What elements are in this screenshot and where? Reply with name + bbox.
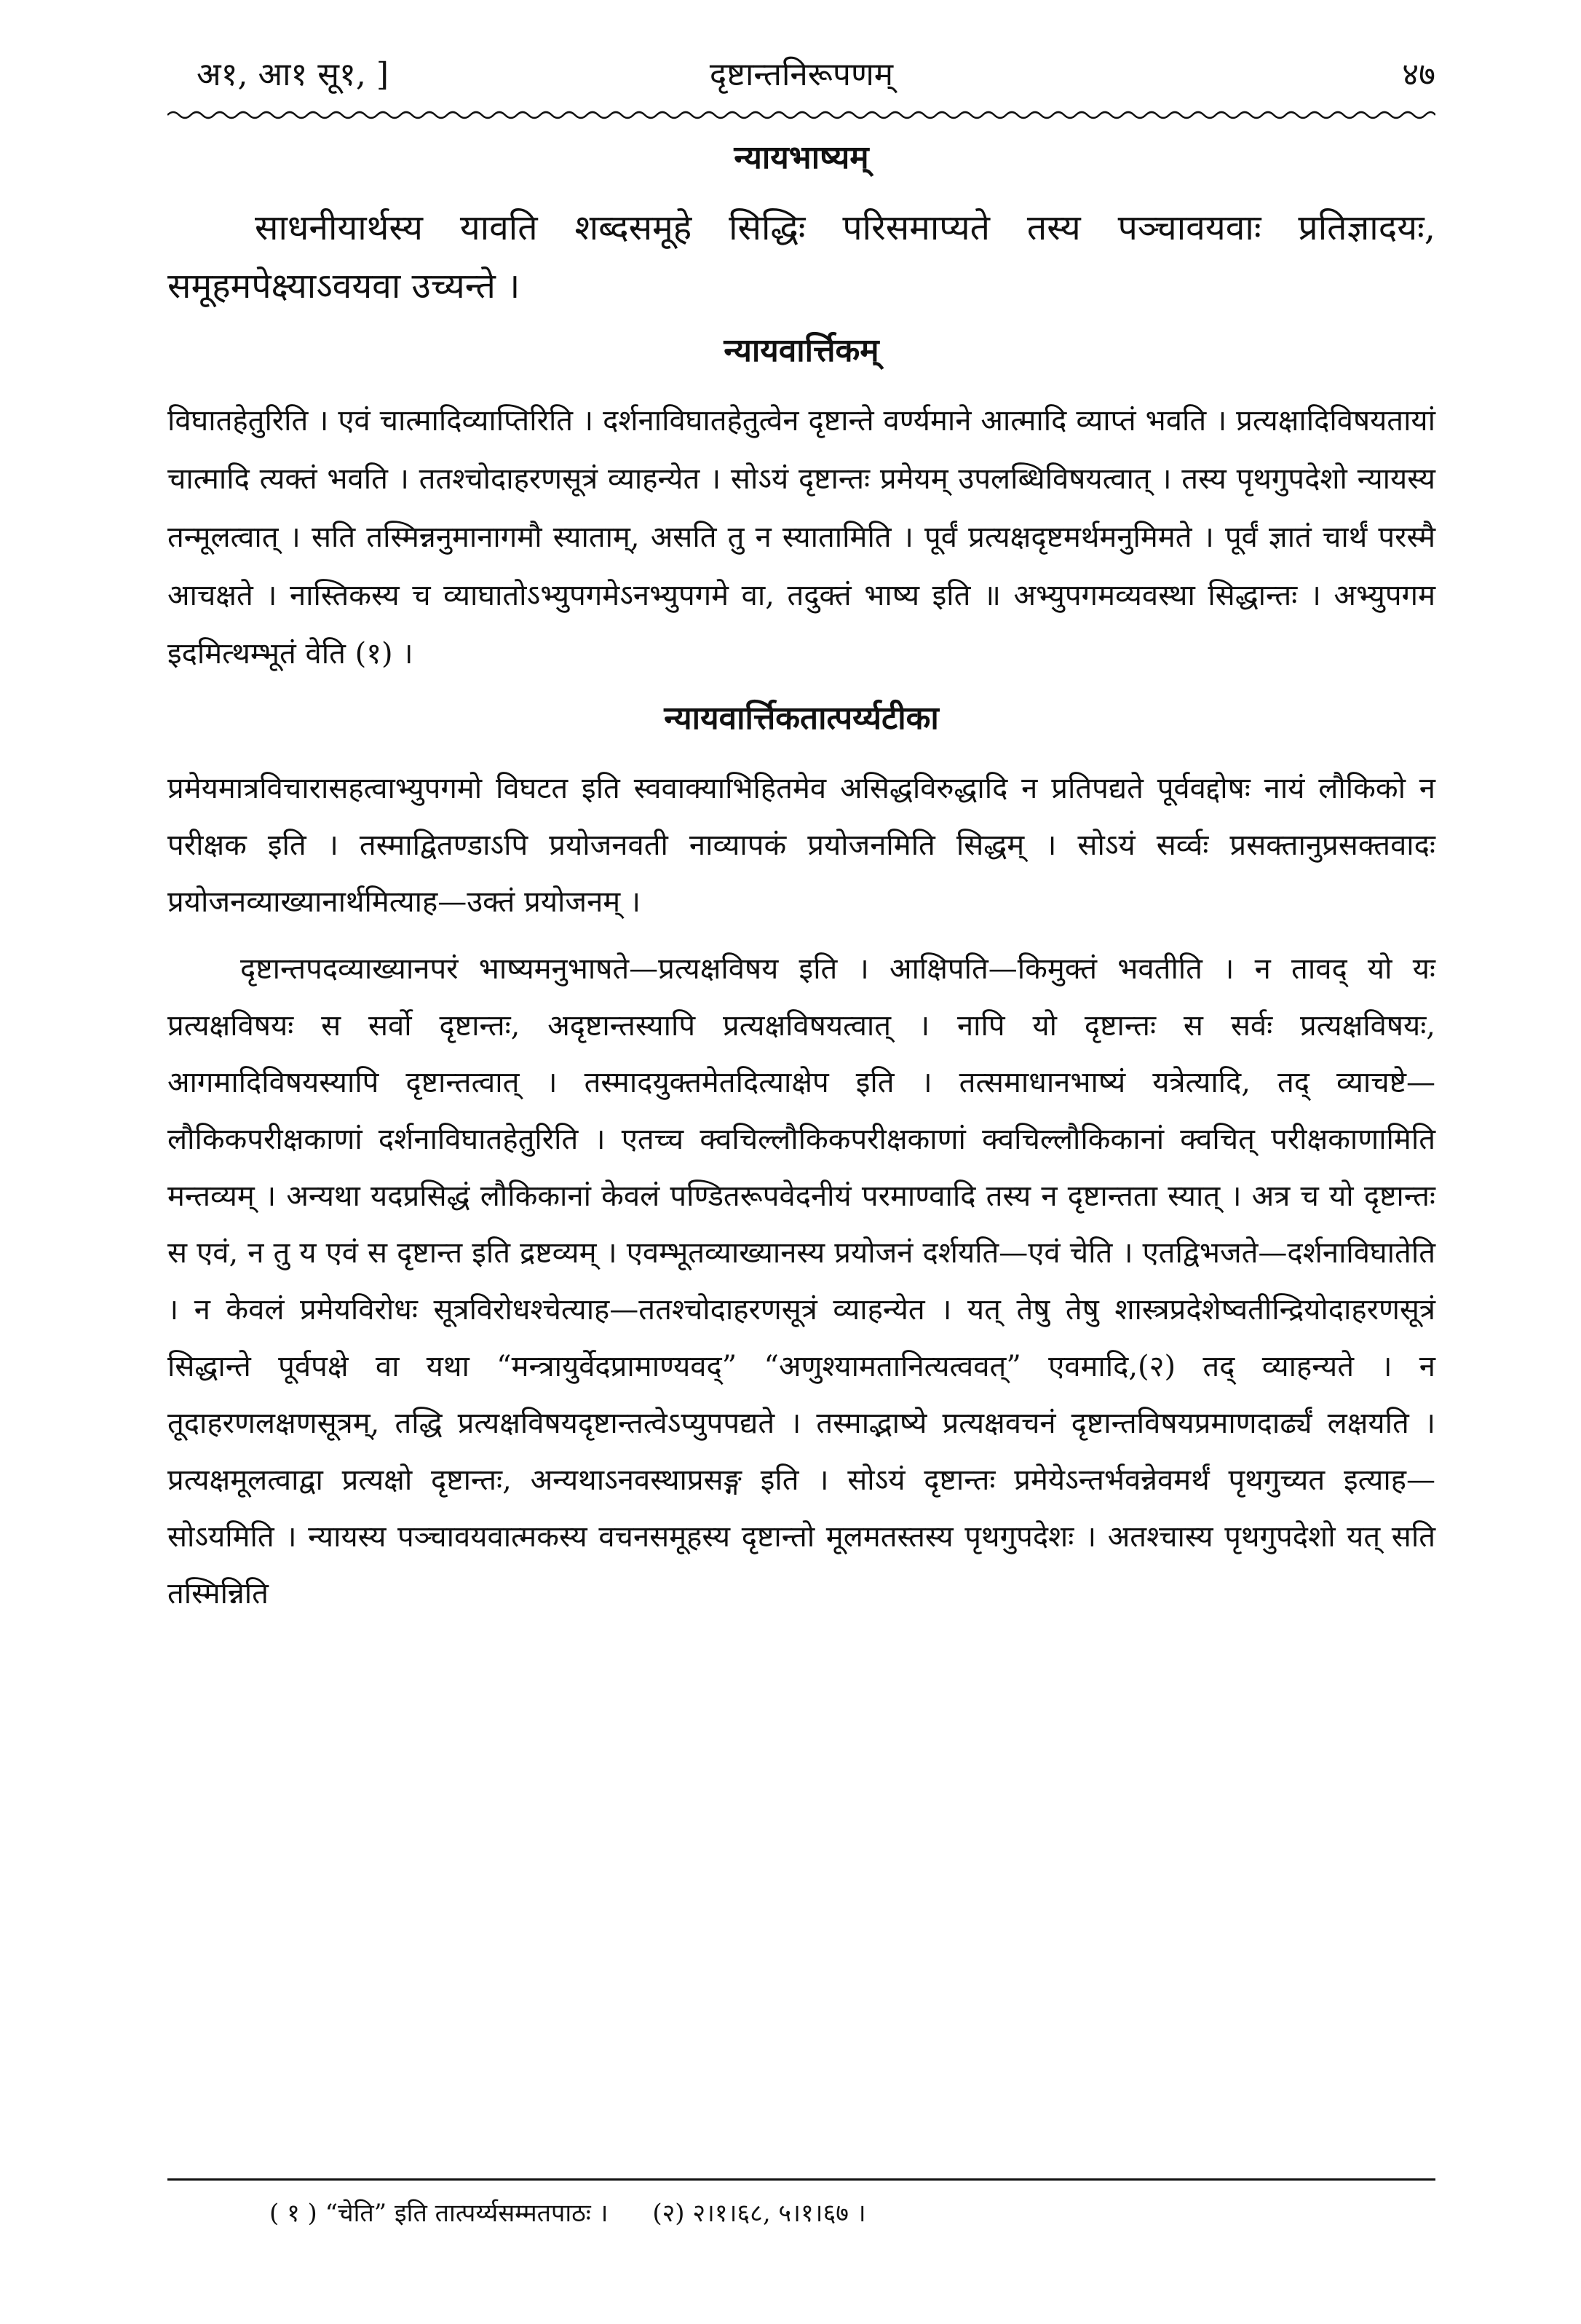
header-title: दृष्टान्तनिरूपणम्	[709, 56, 894, 93]
footnote-2: (२) २।१।६८, ५।१।६७ ।	[652, 2199, 866, 2228]
tika-paragraph-1: प्रमेयमात्रविचारासहत्वाभ्युपगमो विघटत इति स्ववाक्याभिहितमेव असिद्धविरुद्धादि न प्रतिपद्यते पूर्ववद्दोषः नायं लौकिको न परीक्षक इति । तस्माद्वितण्डाऽपि प्रयोजनवती नाव्यापकं प्रयोजनमिति सिद्धम् । सोऽयं सर्व्वः प्रसक्तानुप्रसक्तवादः प्रयोजनव्याख्यानार्थमित्याह—उक्तं प्रयोजनम् ।	[167, 771, 1435, 919]
footnotes	[269, 2191, 903, 2235]
running-header	[167, 44, 1435, 102]
section-heading-tika: न्यायवार्त्तिकतात्पर्य्यटीका	[664, 700, 939, 738]
wavy-rule-divider	[167, 108, 1435, 122]
page-number: ४७	[1402, 56, 1435, 93]
varttika-paragraph: विघातहेतुरिति । एवं चात्मादिव्याप्तिरिति । दर्शनाविघातहेतुत्वेन दृष्टान्ते वर्ण्यमाने आत्मादि व्याप्तं भवति । प्रत्यक्षादिविषयतायां चात्मादि त्यक्तं भवति । ततश्चोदाहरणसूत्रं व्याहन्येत । सोऽयं दृष्टान्तः प्रमेयम् उपलब्धिविषयत्वात् । तस्य पृथगुपदेशो न्यायस्य तन्मूलत्वात् । सति तस्मिन्ननुमानागमौ स्याताम्, असति तु न स्यातामिति । पूर्वं प्रत्यक्षदृष्टमर्थमनुमिमते । पूर्वं ज्ञातं चार्थं परस्मै आचक्षते । नास्तिकस्य च व्याघातोऽभ्युपगमेऽनभ्युपगमे वा, तदुक्तं भाष्य इति ॥ अभ्युपगमव्यवस्था सिद्धान्तः । अभ्युपगम इदमित्थम्भूतं वेति (१) ।	[167, 404, 1435, 671]
footnote-rule	[167, 2178, 1435, 2181]
footnote-1: ( १ ) “चेति” इति तात्पर्य्यसम्मतपाठः ।	[269, 2199, 609, 2228]
section-heading-bhashya: न्यायभाष्यम्	[734, 139, 869, 176]
bhashya-paragraph: साधनीयार्थस्य यावति शब्दसमूहे सिद्धिः परिसमाप्यते तस्य पञ्चावयवाः प्रतिज्ञादयः, समूहमपेक्ष्याऽवयवा उच्यन्ते ।	[167, 208, 1435, 307]
tika-paragraph-2: दृष्टान्तपदव्याख्यानपरं भाष्यमनुभाषते—प्रत्यक्षविषय इति । आक्षिपति—किमुक्तं भवतीति । न तावद् यो यः प्रत्यक्षविषयः स सर्वो दृष्टान्तः, अदृष्टान्तस्यापि प्रत्यक्षविषयत्वात् । नापि यो दृष्टान्तः स सर्वः प्रत्यक्षविषयः, आगमादिविषयस्यापि दृष्टान्तत्वात् । तस्मादयुक्तमेतदित्याक्षेप इति । तत्समाधानभाष्यं यत्रेत्यादि, तद् व्याचष्टे—लौकिकपरीक्षकाणां दर्शनाविघातहेतुरिति । एतच्च क्वचिल्लौकिकपरीक्षकाणां क्वचिल्लौकिकानां क्वचित् परीक्षकाणामिति मन्तव्यम् । अन्यथा यदप्रसिद्धं लौकिकानां केवलं पण्डितरूपवेदनीयं परमाण्वादि तस्य न दृष्टान्तता स्यात् । अत्र च यो दृष्टान्तः स एवं, न तु य एवं स दृष्टान्त इति द्रष्टव्यम् । एवम्भूतव्याख्यानस्य प्रयोजनं दर्शयति—एवं चेति । एतद्विभजते—दर्शनाविघातेति । न केवलं प्रमेयविरोधः सूत्रविरोधश्चेत्याह—ततश्चोदाहरणसूत्रं व्याहन्येत । यत् तेषु तेषु शास्त्रप्रदेशेष्वतीन्द्रियोदाहरणसूत्रं सिद्धान्ते पूर्वपक्षे वा यथा “मन्त्रायुर्वेदप्रामाण्यवद्” “अणुश्यामतानित्यत्ववत्” एवमादि,(२) तद् व्याहन्यते । न तूदाहरणलक्षणसूत्रम्, तद्धि प्रत्यक्षविषयदृष्टान्तत्वेऽप्युपपद्यते । तस्माद्भाष्ये प्रत्यक्षवचनं दृष्टान्तविषयप्रमाणदार्ढ्यं लक्षयति । प्रत्यक्षमूलत्वाद्वा प्रत्यक्षो दृष्टान्तः, अन्यथाऽनवस्थाप्रसङ्ग इति । सोऽयं दृष्टान्तः प्रमेयेऽन्तर्भवन्नेवमर्थं पृथगुच्यत इत्याह—सोऽयमिति । न्यायस्य पञ्चावयवात्मकस्य वचनसमूहस्य दृष्टान्तो मूलमतस्तस्य पृथगुपदेशः । अतश्चास्य पृथगुपदेशो यत् सति तस्मिन्निति	[167, 952, 1435, 1610]
header-reference: अ१, आ१ सू१, ]	[197, 56, 389, 93]
section-heading-varttika: न्यायवार्त्तिकम्	[724, 332, 879, 370]
